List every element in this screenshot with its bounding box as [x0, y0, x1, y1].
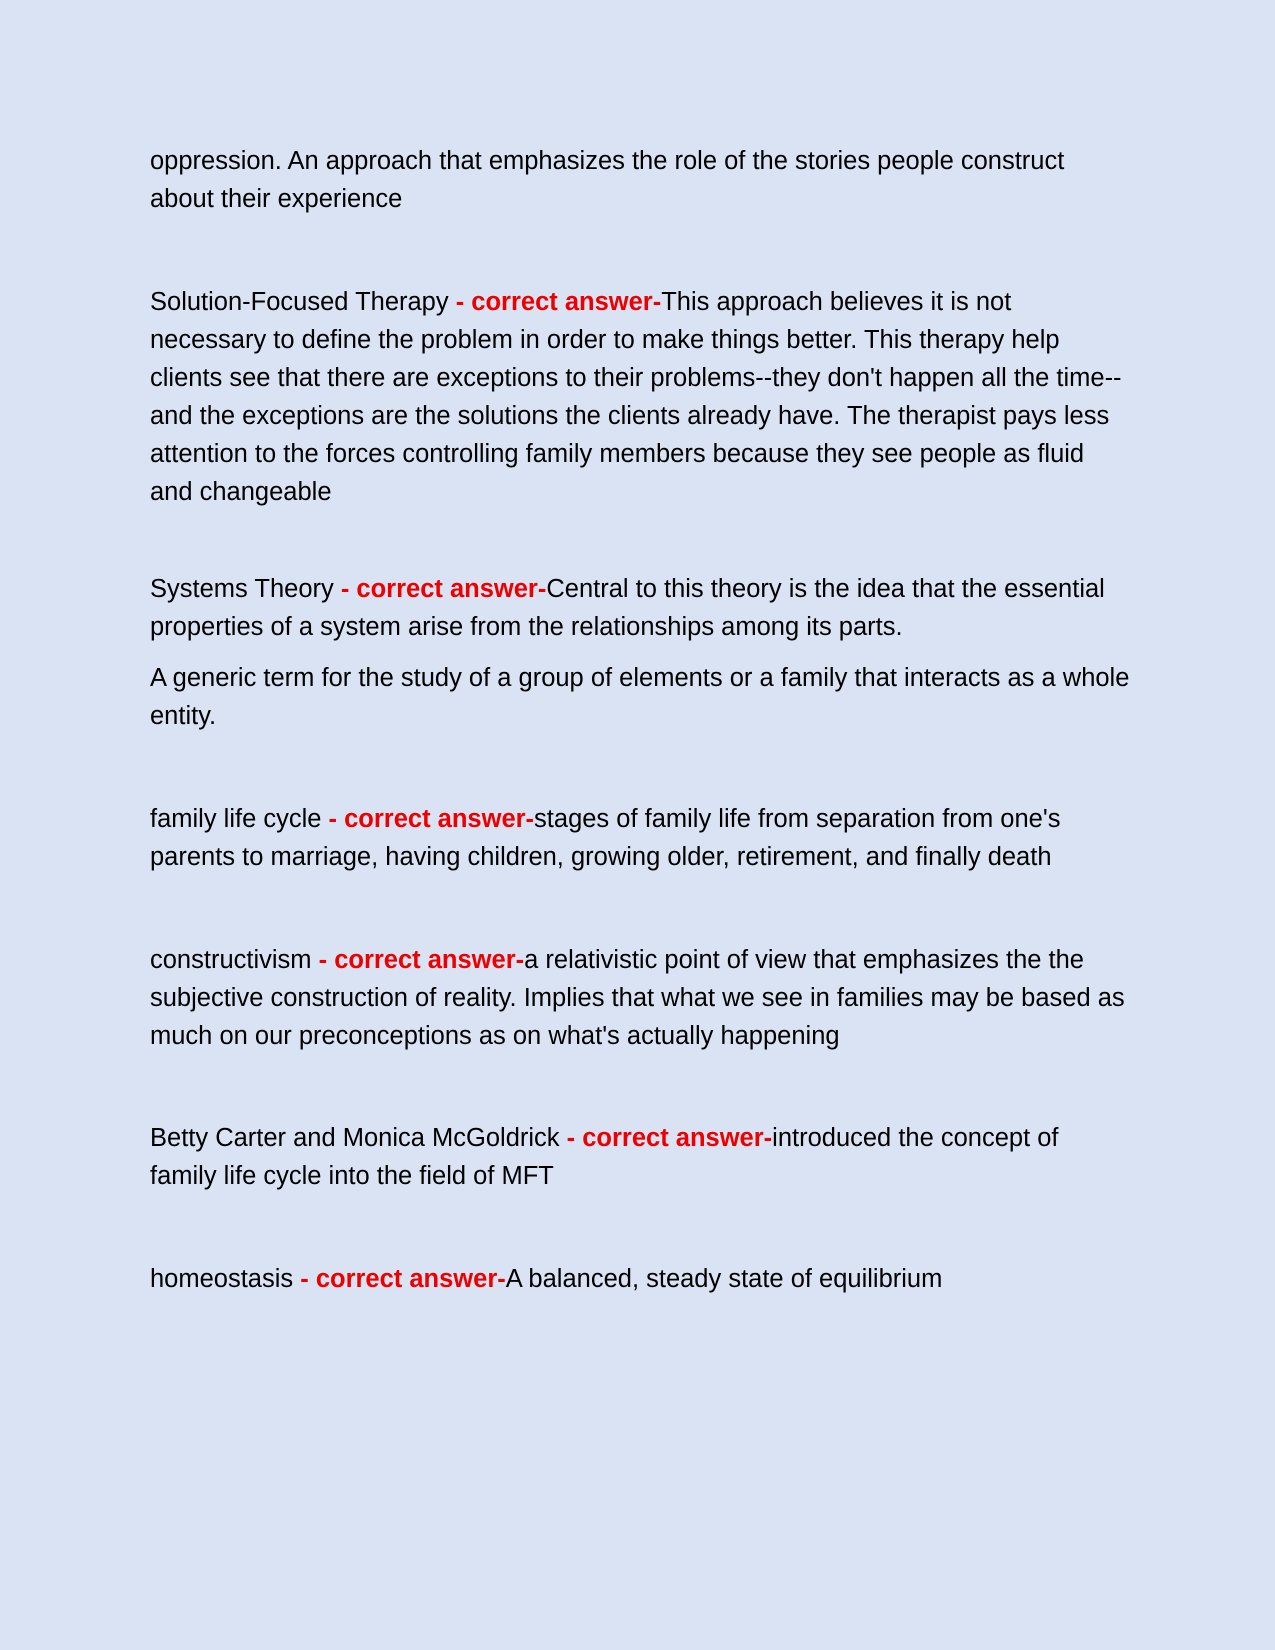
correct-answer-marker: - correct answer-: [300, 1265, 506, 1293]
flashcard-family-life-cycle: [150, 800, 1130, 876]
term: family life cycle: [150, 805, 329, 833]
term: Betty Carter and Monica McGoldrick: [150, 1124, 567, 1152]
definition: This approach believes it is not necessary to define the problem in order to make things better. This therapy help clients see that there are exceptions to their problems--they don't happen all the time--and the exceptions are the solutions the clients already have. The therapist pays less attention to the forces controlling family members because they see people as fluid and changeable: [150, 288, 1122, 506]
paragraph-text: oppression. An approach that emphasizes the role of the stories people construct about their experience: [150, 147, 1065, 213]
term: Systems Theory: [150, 575, 341, 603]
correct-answer-marker: - correct answer-: [340, 575, 547, 603]
flashcard-carter-mcgoldrick: [150, 1119, 1130, 1195]
correct-answer-marker: - correct answer-: [328, 805, 535, 833]
definition: stages of family life from separation from one's parents to marriage, having children, growing older, retirement, and finally death: [150, 805, 1061, 871]
term: constructivism: [150, 946, 319, 974]
term: homeostasis: [150, 1265, 301, 1293]
definition: Central to this theory is the idea that the essential properties of a system arise from the relationships among its parts.: [150, 575, 1105, 641]
paragraph-text: A generic term for the study of a group of elements or a family that interacts as a whole entity.: [150, 664, 1130, 730]
correct-answer-marker: - correct answer-: [566, 1124, 773, 1152]
flashcard-homeostasis: [150, 1260, 1130, 1298]
paragraph-continuation: [150, 142, 1130, 218]
flashcard-systems-theory: [150, 570, 1130, 646]
paragraph-systems-theory-note: [150, 659, 1130, 735]
definition: a relativistic point of view that emphasizes the the subjective construction of reality. Implies that what we see in families may be based as much on our preconceptions as on what's actually happening: [150, 946, 1125, 1050]
correct-answer-marker: - correct answer-: [318, 946, 525, 974]
term: Solution-Focused Therapy: [150, 288, 456, 316]
correct-answer-marker: - correct answer-: [455, 288, 662, 316]
flashcard-constructivism: [150, 941, 1130, 1055]
flashcard-solution-focused-therapy: [150, 283, 1130, 511]
definition: introduced the concept of family life cycle into the field of MFT: [150, 1124, 1059, 1190]
definition: A balanced, steady state of equilibrium: [505, 1265, 943, 1293]
